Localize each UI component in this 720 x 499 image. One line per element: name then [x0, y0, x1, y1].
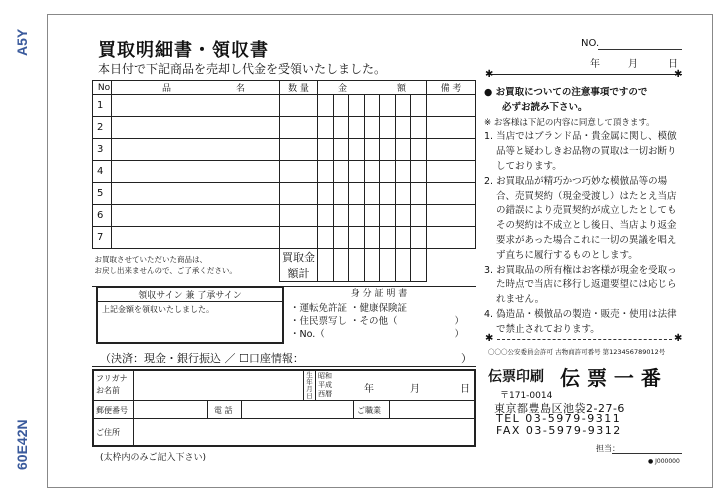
- terms-heading-2: 必ずお読み下さい。: [502, 101, 588, 113]
- table-row[interactable]: 6: [93, 205, 476, 227]
- star-mark: ✱: [674, 333, 683, 344]
- table-row[interactable]: 7: [93, 227, 476, 249]
- table-note: お買取させていただいた商品は、 お戻し出来ませんので、ご了承ください。: [93, 249, 280, 282]
- header-no: No: [93, 81, 112, 95]
- customer-info-table: [92, 369, 476, 447]
- date-month-label: 月: [628, 59, 638, 70]
- occupation-label: ご職業: [354, 401, 390, 418]
- sign-box-title: 領収サイン 兼 了承サイン: [98, 288, 282, 302]
- postal-label: 郵便番号: [94, 401, 134, 418]
- id-option-line3: ・No.（ ）: [290, 329, 464, 340]
- total-label: 買取金額計: [280, 249, 318, 282]
- table-row[interactable]: 4: [93, 161, 476, 183]
- items-table: [92, 80, 476, 282]
- page-subtitle: 本日付で下記商品を売却し代金を受領いたしました。: [98, 62, 387, 76]
- name-label: お名前: [96, 386, 120, 395]
- terms-intro: ※ お客様は下記の内容に同意して頂きます。: [484, 117, 655, 128]
- header-amount: 金 額: [318, 81, 427, 95]
- divider: [92, 286, 476, 287]
- divider: [92, 366, 476, 367]
- name-field[interactable]: [134, 371, 304, 400]
- form-code: ● J000000: [648, 458, 680, 465]
- slip-no-field[interactable]: [598, 49, 682, 50]
- address-label: ご住所: [94, 419, 134, 445]
- occupation-field[interactable]: [390, 401, 474, 418]
- footer-note: (太枠内のみご記入下さい): [100, 453, 207, 463]
- payment-line[interactable]: （決済：現金・銀行振込 ／ ☐口座情報： ）: [100, 352, 472, 365]
- top-side-code: A5Y: [14, 28, 30, 56]
- sign-box[interactable]: [96, 286, 284, 344]
- date-year-label: 年: [590, 59, 600, 70]
- terms-item: 2. お買取品が精巧かつ巧妙な模倣品等の場合、売買契約（現金受渡し）はたとえ当店の錯誤により売買契約が成立したとしてもその契約は不成立とし後日、当店より返金要求があった場合これに一切の異議を唱えず直ちに履行するものとします。: [484, 175, 677, 261]
- birth-label: 生年月日: [304, 371, 316, 400]
- staff-field[interactable]: [612, 453, 682, 454]
- page-title: 買取明細書・領収書: [98, 40, 269, 61]
- terms-item: 1. 当店ではブランド品・貴金属に関し、模倣品等と疑わしきお品物の買取は一切お断りしております。: [484, 131, 677, 172]
- sign-box-text: 上記金額を領収いたしました。: [102, 305, 214, 314]
- star-mark: ✱: [485, 69, 494, 80]
- era-heisei: 平成: [318, 381, 332, 389]
- divider: [497, 339, 672, 340]
- furigana-label: フリガナ: [96, 374, 128, 383]
- postal-field[interactable]: [134, 401, 208, 418]
- phone-field[interactable]: [242, 401, 354, 418]
- header-item: 品 名: [112, 81, 280, 95]
- terms-block: [484, 86, 684, 338]
- star-mark: ✱: [485, 333, 494, 344]
- address-field[interactable]: [134, 419, 474, 445]
- company-address: 東京都豊島区池袋2-27-6: [494, 402, 625, 415]
- era-seireki: 西暦: [318, 390, 332, 398]
- company-zip: 〒171-0014: [500, 391, 553, 401]
- date-underline: [486, 74, 682, 75]
- staff-label: 担当：: [596, 444, 620, 453]
- company-tel: TEL 03-5979-9311: [496, 412, 622, 425]
- terms-item: 4. 偽造品・模倣品の製造・販売・使用は法律で禁止されております。: [484, 308, 677, 335]
- company-name: 伝 票 一 番: [560, 366, 661, 390]
- birth-date-field[interactable]: 年 月 日: [364, 384, 470, 395]
- header-qty: 数 量: [280, 81, 318, 95]
- company-prefix: 伝票印刷: [488, 369, 544, 385]
- terms-item: 3. お買取品の所有権はお客様が現金を受取った時点で当店に移行し返還要望には応じられません。: [484, 264, 677, 306]
- table-row[interactable]: 1: [93, 95, 476, 117]
- company-fax: FAX 03-5979-9312: [496, 424, 622, 437]
- header-remarks: 備 考: [427, 81, 476, 95]
- license-text: 〇〇〇公安委員会許可 古物商許可番号 第123456789012号: [488, 348, 666, 356]
- era-showa: 昭和: [318, 372, 332, 380]
- star-mark: ✱: [674, 69, 683, 80]
- phone-label: 電 話: [208, 401, 242, 418]
- table-row[interactable]: 3: [93, 139, 476, 161]
- table-row[interactable]: 2: [93, 117, 476, 139]
- date-day-label: 日: [668, 59, 678, 70]
- terms-heading: ● お買取についての注意事項ですので: [484, 87, 648, 98]
- id-option-line2: ・住民票写し ・その他（ ）: [290, 316, 464, 327]
- total-amount-cell[interactable]: [318, 249, 334, 282]
- id-option-line1: ・運転免許証 ・健康保険証: [290, 303, 408, 314]
- id-box-title: 身 分 証 明 書: [350, 289, 408, 299]
- bottom-side-code: 60E42N: [14, 419, 30, 470]
- id-box: [284, 286, 474, 344]
- table-row[interactable]: 5: [93, 183, 476, 205]
- slip-no-label: NO.: [581, 38, 600, 49]
